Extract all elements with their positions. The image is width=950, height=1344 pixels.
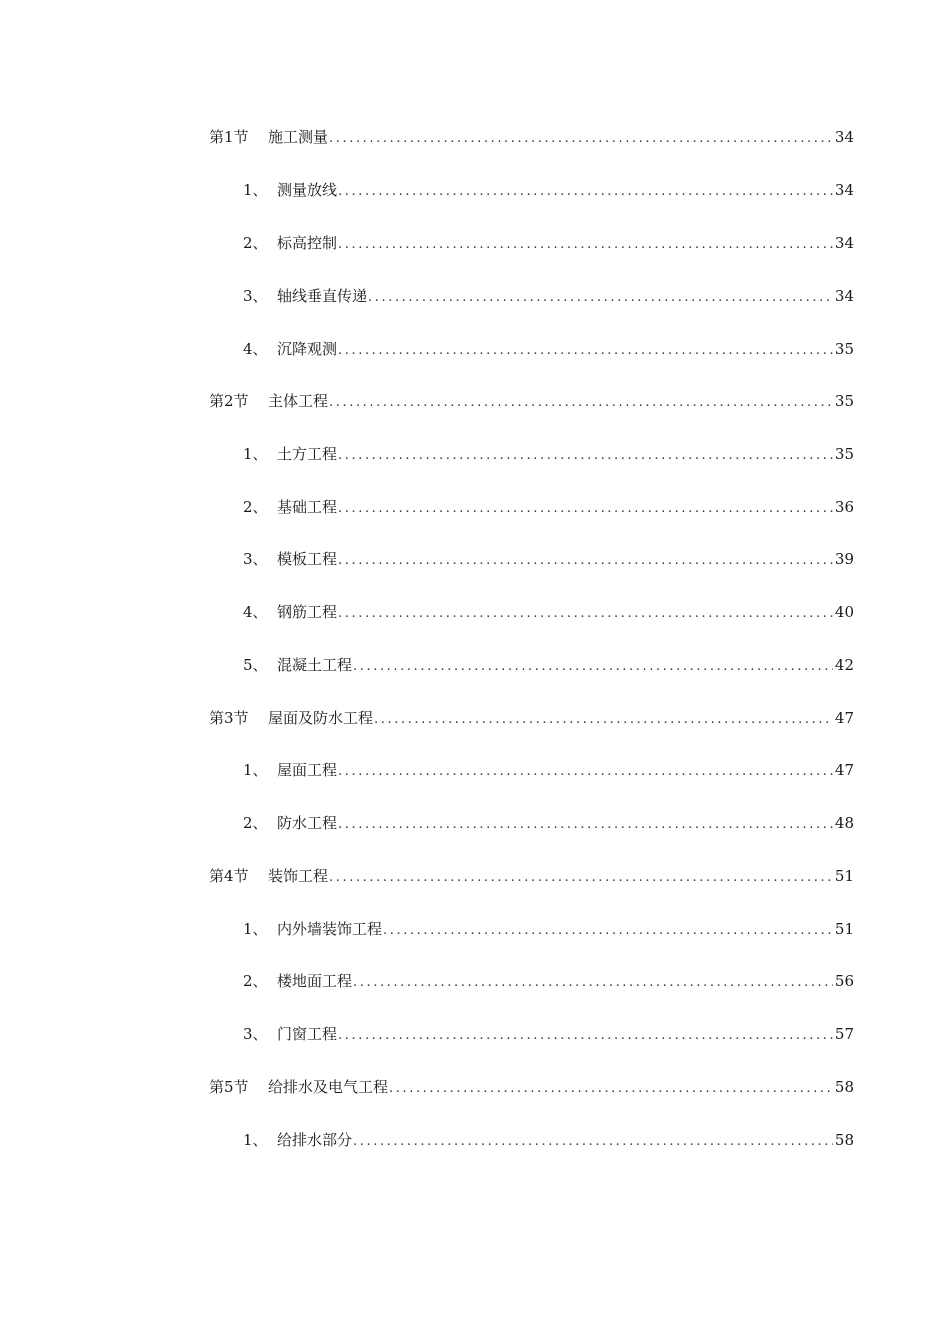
toc-entry-page: 40 <box>834 603 854 621</box>
toc-entry-title: 钢筋工程 <box>277 603 338 621</box>
toc-entry-title: 给排水部分 <box>277 1131 353 1149</box>
toc-entry-number: 5、 <box>243 656 268 674</box>
toc-entry-page: 35 <box>834 445 854 463</box>
toc-entry-title: 给排水及电气工程 <box>268 1078 389 1096</box>
toc-entry-section-5 <box>209 1075 854 1099</box>
toc-entry-item <box>243 178 854 202</box>
dot-leader <box>338 444 833 466</box>
toc-entry-page: 58 <box>834 1131 854 1149</box>
toc-entry-item <box>243 1128 854 1152</box>
dot-leader <box>329 127 833 149</box>
toc-entry-number: 1、 <box>243 1131 268 1149</box>
toc-entry-number: 1、 <box>243 920 268 938</box>
toc-entry-section-1 <box>209 125 854 149</box>
toc-entry-page: 35 <box>834 392 854 410</box>
toc-entry-page: 51 <box>834 920 854 938</box>
toc-entry-page: 34 <box>834 181 854 199</box>
toc-entry-title: 测量放线 <box>277 181 338 199</box>
toc-entry-page: 36 <box>834 498 854 516</box>
toc-entry-item <box>243 547 854 571</box>
dot-leader <box>338 813 833 835</box>
dot-leader <box>374 708 833 730</box>
toc-entry-page: 34 <box>834 128 854 146</box>
toc-entry-title: 基础工程 <box>277 498 338 516</box>
toc-entry-item <box>243 917 854 941</box>
toc-entry-number: 3、 <box>243 1025 268 1043</box>
toc-entry-title: 防水工程 <box>277 814 338 832</box>
toc-entry-title: 混凝土工程 <box>277 656 353 674</box>
dot-leader <box>338 1024 833 1046</box>
toc-entry-page: 35 <box>834 340 854 358</box>
dot-leader <box>338 549 833 571</box>
toc-entry-title: 沉降观测 <box>277 340 338 358</box>
toc-entry-page: 48 <box>834 814 854 832</box>
toc-entry-title: 轴线垂直传递 <box>277 287 368 305</box>
dot-leader <box>338 602 833 624</box>
toc-entry-title: 装饰工程 <box>268 867 329 885</box>
dot-leader <box>338 497 833 519</box>
toc-entry-number: 2、 <box>243 498 268 516</box>
toc-entry-page: 42 <box>834 656 854 674</box>
toc-entry-section-3 <box>209 706 854 730</box>
toc-entry-number: 第3节 <box>209 709 249 727</box>
toc-entry-page: 51 <box>834 867 854 885</box>
dot-leader <box>338 760 833 782</box>
toc-entry-page: 34 <box>834 287 854 305</box>
toc-entry-page: 56 <box>834 972 854 990</box>
toc-entry-number: 1、 <box>243 181 268 199</box>
toc-entry-title: 施工测量 <box>268 128 329 146</box>
toc-entry-item <box>243 284 854 308</box>
dot-leader <box>329 391 833 413</box>
dot-leader <box>368 286 833 308</box>
dot-leader <box>338 180 833 202</box>
dot-leader <box>389 1077 833 1099</box>
toc-entry-title: 屋面及防水工程 <box>268 709 374 727</box>
dot-leader <box>338 233 833 255</box>
toc-entry-title: 内外墙装饰工程 <box>277 920 383 938</box>
toc-entry-section-2 <box>209 389 854 413</box>
toc-entry-item <box>243 1022 854 1046</box>
toc-entry-number: 第4节 <box>209 867 249 885</box>
toc-entry-page: 34 <box>834 234 854 252</box>
toc-entry-number: 第2节 <box>209 392 249 410</box>
toc-entry-item <box>243 811 854 835</box>
dot-leader <box>329 866 833 888</box>
toc-entry-number: 1、 <box>243 445 268 463</box>
toc-entry-item <box>243 337 854 361</box>
toc-entry-title: 主体工程 <box>268 392 329 410</box>
toc-entry-title: 门窗工程 <box>277 1025 338 1043</box>
toc-entry-number: 4、 <box>243 603 268 621</box>
toc-entry-title: 模板工程 <box>277 550 338 568</box>
toc-entry-page: 58 <box>834 1078 854 1096</box>
toc-entry-item <box>243 495 854 519</box>
toc-entry-item <box>243 600 854 624</box>
toc-entry-item <box>243 653 854 677</box>
toc-entry-number: 第1节 <box>209 128 249 146</box>
dot-leader <box>353 971 833 993</box>
toc-entry-item <box>243 231 854 255</box>
toc-entry-page: 47 <box>834 709 854 727</box>
toc-entry-page: 57 <box>834 1025 854 1043</box>
toc-entry-item <box>243 969 854 993</box>
toc-entry-title: 楼地面工程 <box>277 972 353 990</box>
toc-entry-item <box>243 442 854 466</box>
toc-entry-section-4 <box>209 864 854 888</box>
toc-entry-title: 标高控制 <box>277 234 338 252</box>
toc-entry-page: 39 <box>834 550 854 568</box>
dot-leader <box>353 1130 833 1152</box>
toc-entry-number: 3、 <box>243 550 268 568</box>
dot-leader <box>383 919 833 941</box>
toc-entry-title: 土方工程 <box>277 445 338 463</box>
toc-entry-number: 2、 <box>243 972 268 990</box>
toc-entry-number: 第5节 <box>209 1078 249 1096</box>
toc-entry-item <box>243 758 854 782</box>
dot-leader <box>353 655 833 677</box>
toc-entry-number: 3、 <box>243 287 268 305</box>
dot-leader <box>338 339 833 361</box>
toc-entry-page: 47 <box>834 761 854 779</box>
toc-entry-number: 4、 <box>243 340 268 358</box>
toc-entry-number: 1、 <box>243 761 268 779</box>
toc-entry-title: 屋面工程 <box>277 761 338 779</box>
toc-entry-number: 2、 <box>243 234 268 252</box>
toc-entry-number: 2、 <box>243 814 268 832</box>
